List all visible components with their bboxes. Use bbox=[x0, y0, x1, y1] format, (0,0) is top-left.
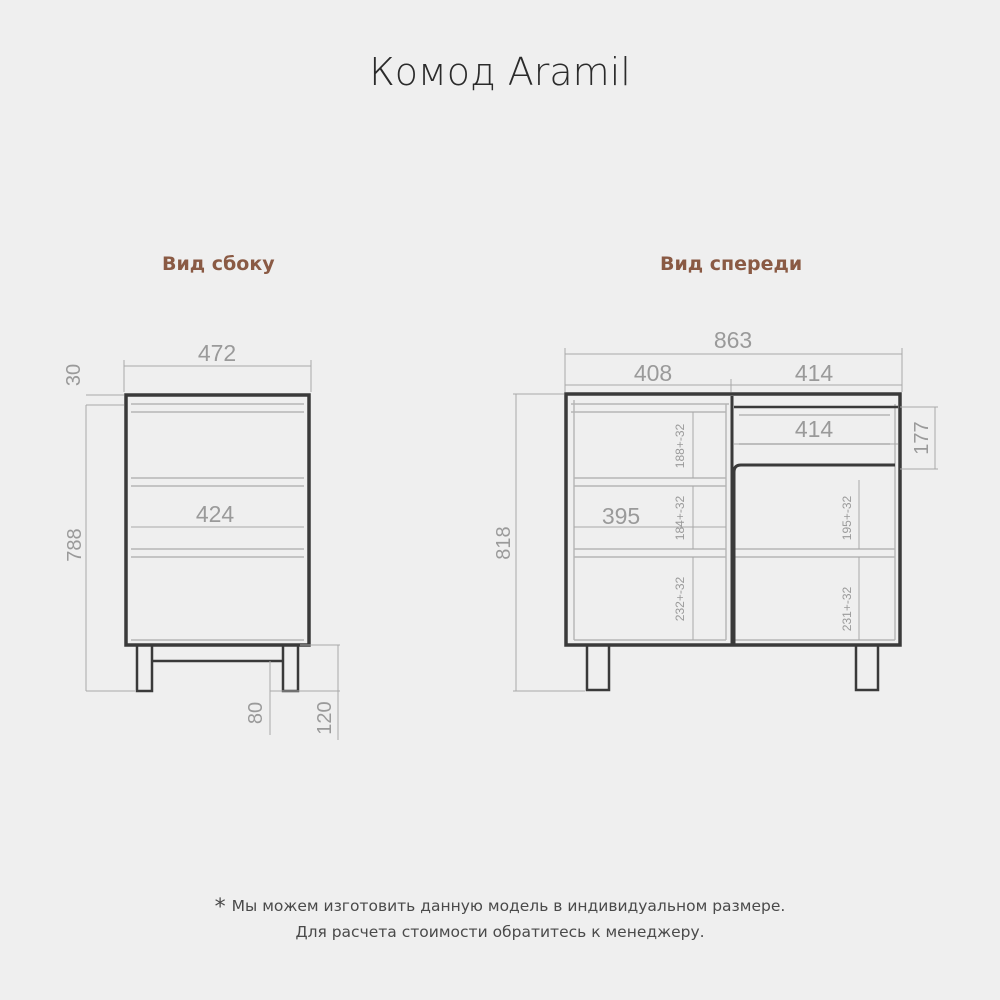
side-width-dim: 472 bbox=[197, 340, 237, 366]
front-shelf2-dim: 184+-32 bbox=[673, 495, 687, 541]
front-view bbox=[493, 327, 938, 691]
front-leg-left bbox=[587, 645, 609, 690]
side-leg-left bbox=[137, 645, 152, 691]
front-top-drawer-width-dim: 414 bbox=[794, 416, 834, 442]
front-right-width-dim: 414 bbox=[794, 360, 834, 386]
side-view-label: Вид сбоку bbox=[162, 253, 275, 275]
front-width-dim: 863 bbox=[713, 327, 753, 353]
note-line-2: Для расчета стоимости обратитесь к менеджеру. bbox=[295, 923, 705, 941]
asterisk-mark: * bbox=[214, 895, 226, 920]
front-view-label: Вид спереди bbox=[660, 253, 803, 275]
page-title: Комод Aramil bbox=[369, 50, 631, 94]
front-height-dim: 818 bbox=[493, 526, 515, 560]
side-top-thickness-dim: 30 bbox=[63, 363, 85, 387]
side-leg-right bbox=[283, 645, 298, 691]
side-leg-height-dim: 80 bbox=[245, 701, 267, 725]
front-left-width-dim: 408 bbox=[633, 360, 673, 386]
front-shelf1-dim: 188+-32 bbox=[673, 423, 687, 469]
front-drawer2-dim: 195+-32 bbox=[840, 495, 854, 541]
side-body-height-dim: 788 bbox=[64, 528, 86, 562]
note-line-1: Мы можем изготовить данную модель в индивидуальном размере. bbox=[231, 897, 786, 915]
side-view bbox=[63, 340, 340, 740]
side-dimension-lines bbox=[86, 360, 340, 740]
front-shelf3-dim: 232+-32 bbox=[673, 576, 687, 622]
custom-size-note bbox=[0, 895, 1000, 920]
front-inner-width-dim: 395 bbox=[601, 503, 641, 529]
side-inner-width-dim: 424 bbox=[195, 501, 235, 527]
front-leg-right bbox=[856, 645, 878, 690]
front-top-drawer-height-dim: 177 bbox=[911, 421, 933, 455]
front-drawer3-dim: 231+-32 bbox=[840, 586, 854, 632]
front-right-drawer-front bbox=[734, 465, 895, 645]
side-leg-total-dim: 120 bbox=[314, 701, 336, 735]
